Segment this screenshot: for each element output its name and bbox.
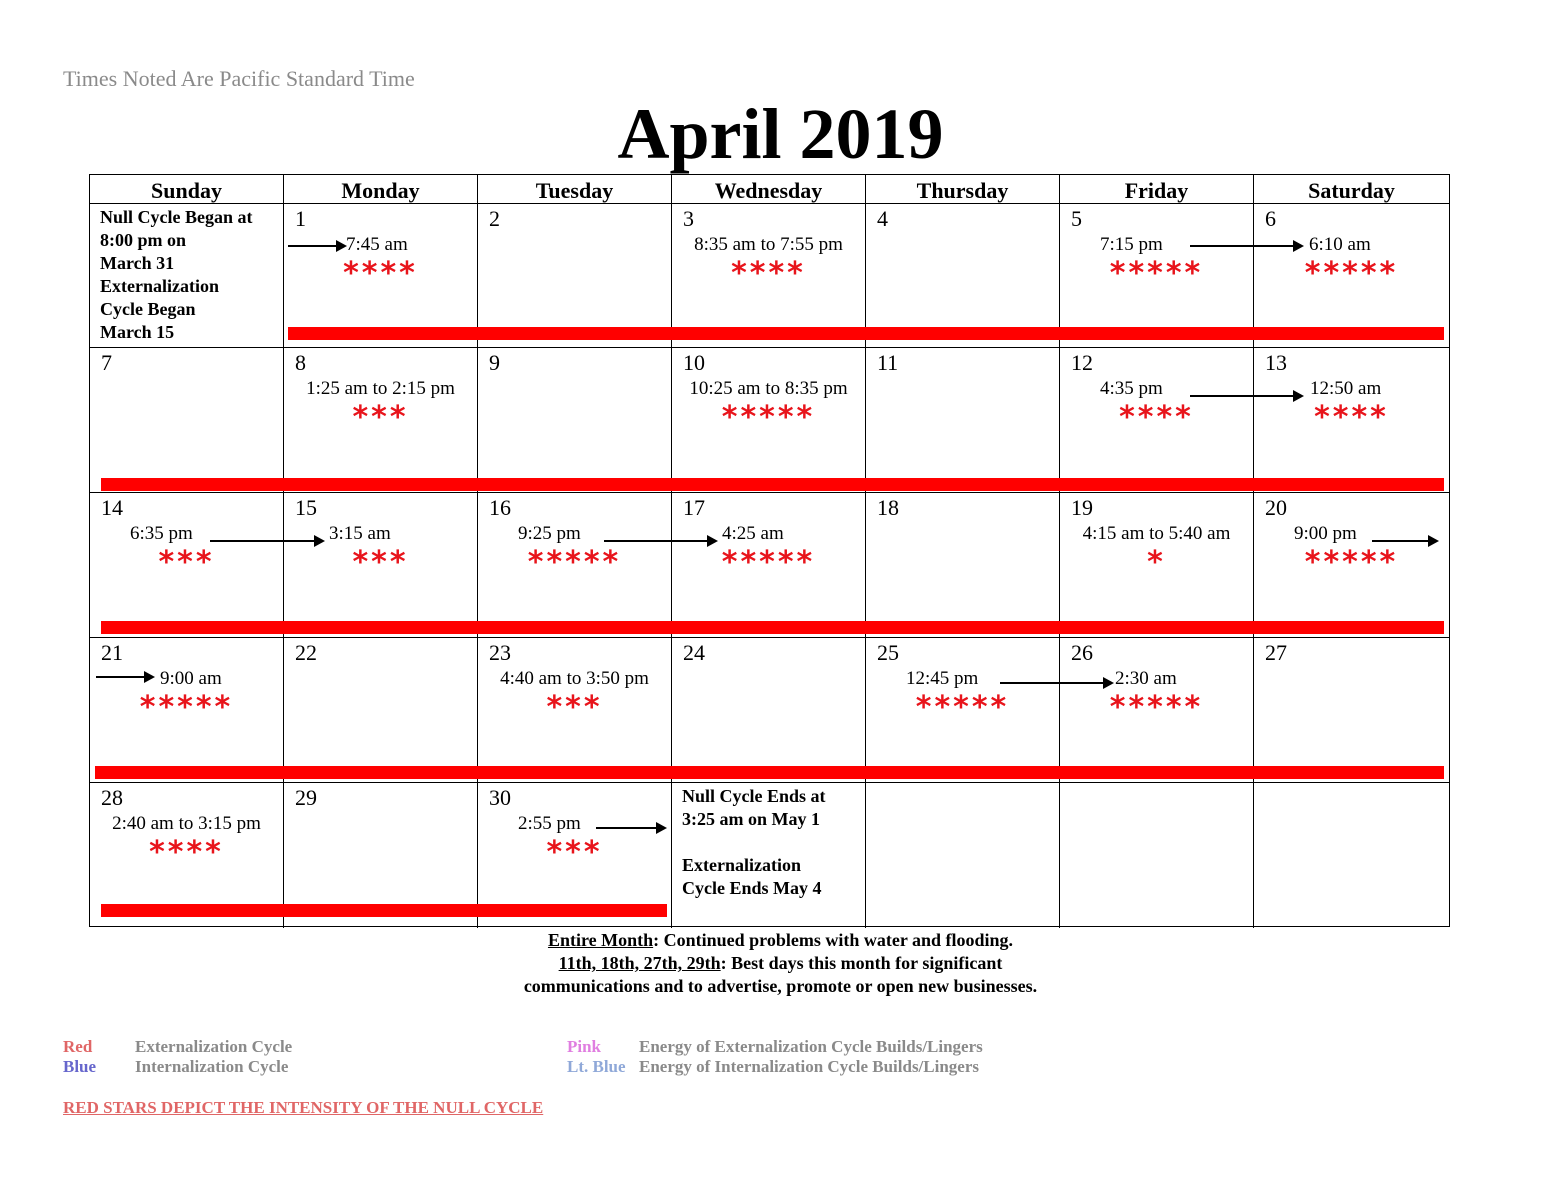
day-number: 20 bbox=[1265, 495, 1287, 520]
event-time: 9:00 am bbox=[160, 668, 222, 689]
continuation-arrow-icon bbox=[596, 822, 667, 834]
event-time: 7:45 am bbox=[346, 234, 408, 255]
event-time: 3:15 am bbox=[329, 523, 391, 544]
cycle-note-line: March 31 bbox=[100, 253, 175, 273]
day-cell-12 bbox=[1060, 348, 1254, 493]
event-time: 4:40 am to 3:50 pm bbox=[500, 668, 649, 689]
intensity-stars: *** bbox=[546, 835, 603, 870]
day-number: 7 bbox=[101, 350, 112, 375]
legend-blue-name: Blue bbox=[63, 1057, 97, 1076]
footer-line-1-label: Entire Month bbox=[547, 930, 654, 950]
cycle-note bbox=[682, 785, 826, 900]
cycle-note-line: Externalization bbox=[100, 276, 219, 296]
intensity-stars: ***** bbox=[1304, 256, 1399, 291]
weekday-header-sunday: Sunday bbox=[90, 175, 284, 204]
weekday-header-thursday: Thursday bbox=[866, 175, 1060, 204]
cycle-note-line: Null Cycle Ends at bbox=[682, 786, 826, 806]
legend-lt-blue-name: Lt. Blue bbox=[567, 1057, 626, 1076]
day-number: 15 bbox=[295, 495, 317, 520]
day-number: 29 bbox=[295, 785, 317, 810]
day-cell-15 bbox=[284, 493, 478, 638]
day-number: 6 bbox=[1265, 206, 1276, 231]
cycle-note bbox=[100, 206, 253, 344]
red-stars-note: RED STARS DEPICT THE INTENSITY OF THE NULL CYCLE bbox=[63, 1098, 544, 1117]
cycle-note-line bbox=[682, 831, 826, 854]
day-number: 25 bbox=[877, 640, 899, 665]
intensity-stars: ***** bbox=[915, 690, 1010, 725]
event-time: 12:50 am bbox=[1310, 378, 1382, 399]
event-time: 4:35 pm bbox=[1100, 378, 1163, 399]
day-cell-21 bbox=[90, 638, 284, 783]
intensity-stars: *** bbox=[352, 400, 409, 435]
day-cell-17 bbox=[672, 493, 866, 638]
day-number: 2 bbox=[489, 206, 500, 231]
calendar-grid bbox=[89, 174, 1450, 927]
intensity-stars: **** bbox=[731, 256, 806, 291]
footer-line-2-label: 11th, 18th, 27th, 29th bbox=[558, 953, 721, 973]
note-cell-c4_5 bbox=[1060, 783, 1254, 928]
day-cell-9 bbox=[478, 348, 672, 493]
day-number: 23 bbox=[489, 640, 511, 665]
intensity-stars: **** bbox=[343, 256, 418, 291]
intensity-stars: ***** bbox=[139, 690, 234, 725]
footer-line-3: communications and to advertise, promote or open new businesses. bbox=[523, 976, 1038, 996]
day-number: 21 bbox=[101, 640, 123, 665]
day-number: 4 bbox=[877, 206, 888, 231]
continuation-arrow-icon bbox=[288, 240, 347, 252]
footer-line-1-text: : Continued problems with water and flooding. bbox=[653, 930, 1014, 950]
day-number: 11 bbox=[877, 350, 899, 375]
intensity-stars: ***** bbox=[527, 545, 622, 580]
day-cell-19 bbox=[1060, 493, 1254, 638]
weekday-header-wednesday: Wednesday bbox=[672, 175, 866, 204]
day-number: 12 bbox=[1071, 350, 1093, 375]
cycle-note-line: Null Cycle Began at bbox=[100, 207, 253, 227]
cycle-note-line: March 15 bbox=[100, 322, 175, 342]
day-number: 28 bbox=[101, 785, 123, 810]
continuation-arrow-icon bbox=[1372, 535, 1439, 547]
intensity-stars: * bbox=[1147, 545, 1166, 580]
cycle-note-line: 3:25 am on May 1 bbox=[682, 809, 820, 829]
day-number: 3 bbox=[683, 206, 694, 231]
note-cell-c4_3 bbox=[672, 783, 866, 928]
day-cell-20 bbox=[1254, 493, 1449, 638]
weekday-header-monday: Monday bbox=[284, 175, 478, 204]
day-cell-8 bbox=[284, 348, 478, 493]
legend-red-name: Red bbox=[63, 1037, 93, 1056]
intensity-stars: ***** bbox=[721, 545, 816, 580]
day-cell-25 bbox=[866, 638, 1060, 783]
day-cell-16 bbox=[478, 493, 672, 638]
day-cell-18 bbox=[866, 493, 1060, 638]
intensity-stars: **** bbox=[1314, 400, 1389, 435]
event-time: 6:10 am bbox=[1309, 234, 1371, 255]
day-number: 24 bbox=[683, 640, 705, 665]
day-cell-13 bbox=[1254, 348, 1449, 493]
continuation-arrow-icon bbox=[604, 535, 718, 547]
event-time: 6:35 pm bbox=[130, 523, 193, 544]
legend-red-description: Externalization Cycle bbox=[135, 1037, 293, 1056]
note-cell-c4_6 bbox=[1254, 783, 1449, 928]
footer-line-2-text: : Best days this month for significant bbox=[720, 953, 1003, 973]
day-cell-27 bbox=[1254, 638, 1449, 783]
continuation-arrow-icon bbox=[1190, 240, 1304, 252]
event-time: 10:25 am to 8:35 pm bbox=[689, 378, 848, 399]
day-number: 14 bbox=[101, 495, 123, 520]
day-cell-24 bbox=[672, 638, 866, 783]
footer-notes bbox=[0, 929, 1561, 998]
intensity-stars: *** bbox=[158, 545, 215, 580]
day-cell-14 bbox=[90, 493, 284, 638]
event-time: 4:25 am bbox=[722, 523, 784, 544]
note-cell-c4_4 bbox=[866, 783, 1060, 928]
event-time: 12:45 pm bbox=[906, 668, 979, 689]
day-cell-23 bbox=[478, 638, 672, 783]
day-number: 13 bbox=[1265, 350, 1287, 375]
weekday-header-saturday: Saturday bbox=[1254, 175, 1449, 204]
day-number: 22 bbox=[295, 640, 317, 665]
day-number: 30 bbox=[489, 785, 511, 810]
event-time: 9:00 pm bbox=[1294, 523, 1357, 544]
weekday-header-friday: Friday bbox=[1060, 175, 1254, 204]
weekday-header-tuesday: Tuesday bbox=[478, 175, 672, 204]
day-number: 10 bbox=[683, 350, 705, 375]
legend-pink-name: Pink bbox=[567, 1037, 602, 1056]
day-number: 27 bbox=[1265, 640, 1287, 665]
legend-pink-description: Energy of Externalization Cycle Builds/Lingers bbox=[639, 1037, 983, 1056]
day-number: 5 bbox=[1071, 206, 1082, 231]
legend-blue-description: Internalization Cycle bbox=[135, 1057, 289, 1076]
day-number: 9 bbox=[489, 350, 500, 375]
event-time: 2:40 am to 3:15 pm bbox=[112, 813, 261, 834]
day-number: 18 bbox=[877, 495, 899, 520]
day-number: 19 bbox=[1071, 495, 1093, 520]
legend-lt-blue-description: Energy of Internalization Cycle Builds/Lingers bbox=[639, 1057, 979, 1076]
event-time: 2:30 am bbox=[1115, 668, 1177, 689]
continuation-arrow-icon bbox=[96, 671, 155, 683]
footer-line-1 bbox=[0, 929, 1561, 952]
intensity-stars: **** bbox=[1119, 400, 1194, 435]
externalization-cycle-bar bbox=[101, 904, 667, 917]
event-time: 7:15 pm bbox=[1100, 234, 1163, 255]
externalization-cycle-bar bbox=[288, 327, 1444, 340]
month-title: April 2019 bbox=[617, 94, 944, 174]
day-cell-10 bbox=[672, 348, 866, 493]
note-cell-c0_0 bbox=[90, 204, 284, 348]
intensity-stars: ***** bbox=[1109, 256, 1204, 291]
event-time: 2:55 pm bbox=[518, 813, 581, 834]
event-time: 1:25 am to 2:15 pm bbox=[306, 378, 455, 399]
intensity-stars: **** bbox=[149, 835, 224, 870]
cycle-note-line: 8:00 pm on bbox=[100, 230, 187, 250]
externalization-cycle-bar bbox=[101, 478, 1444, 491]
intensity-stars: *** bbox=[546, 690, 603, 725]
event-time: 4:15 am to 5:40 am bbox=[1082, 523, 1231, 544]
day-cell-26 bbox=[1060, 638, 1254, 783]
externalization-cycle-bar bbox=[95, 766, 1444, 779]
day-number: 16 bbox=[489, 495, 511, 520]
day-number: 26 bbox=[1071, 640, 1093, 665]
day-number: 17 bbox=[683, 495, 705, 520]
day-cell-11 bbox=[866, 348, 1060, 493]
intensity-stars: ***** bbox=[721, 400, 816, 435]
event-time: 8:35 am to 7:55 pm bbox=[694, 234, 843, 255]
day-cell-22 bbox=[284, 638, 478, 783]
day-number: 8 bbox=[295, 350, 306, 375]
timezone-note: Times Noted Are Pacific Standard Time bbox=[63, 66, 415, 91]
cycle-note-line: Cycle Ends May 4 bbox=[682, 878, 822, 898]
continuation-arrow-icon bbox=[1190, 390, 1304, 402]
continuation-arrow-icon bbox=[210, 535, 325, 547]
cycle-note-line: Cycle Began bbox=[100, 299, 196, 319]
cycle-note-line: Externalization bbox=[682, 855, 801, 875]
continuation-arrow-icon bbox=[1000, 677, 1114, 689]
externalization-cycle-bar bbox=[101, 621, 1444, 634]
intensity-stars: *** bbox=[352, 545, 409, 580]
intensity-stars: ***** bbox=[1109, 690, 1204, 725]
footer-line-2 bbox=[0, 952, 1561, 975]
day-cell-7 bbox=[90, 348, 284, 493]
event-time: 9:25 pm bbox=[518, 523, 581, 544]
day-number: 1 bbox=[295, 206, 306, 231]
intensity-stars: ***** bbox=[1304, 545, 1399, 580]
